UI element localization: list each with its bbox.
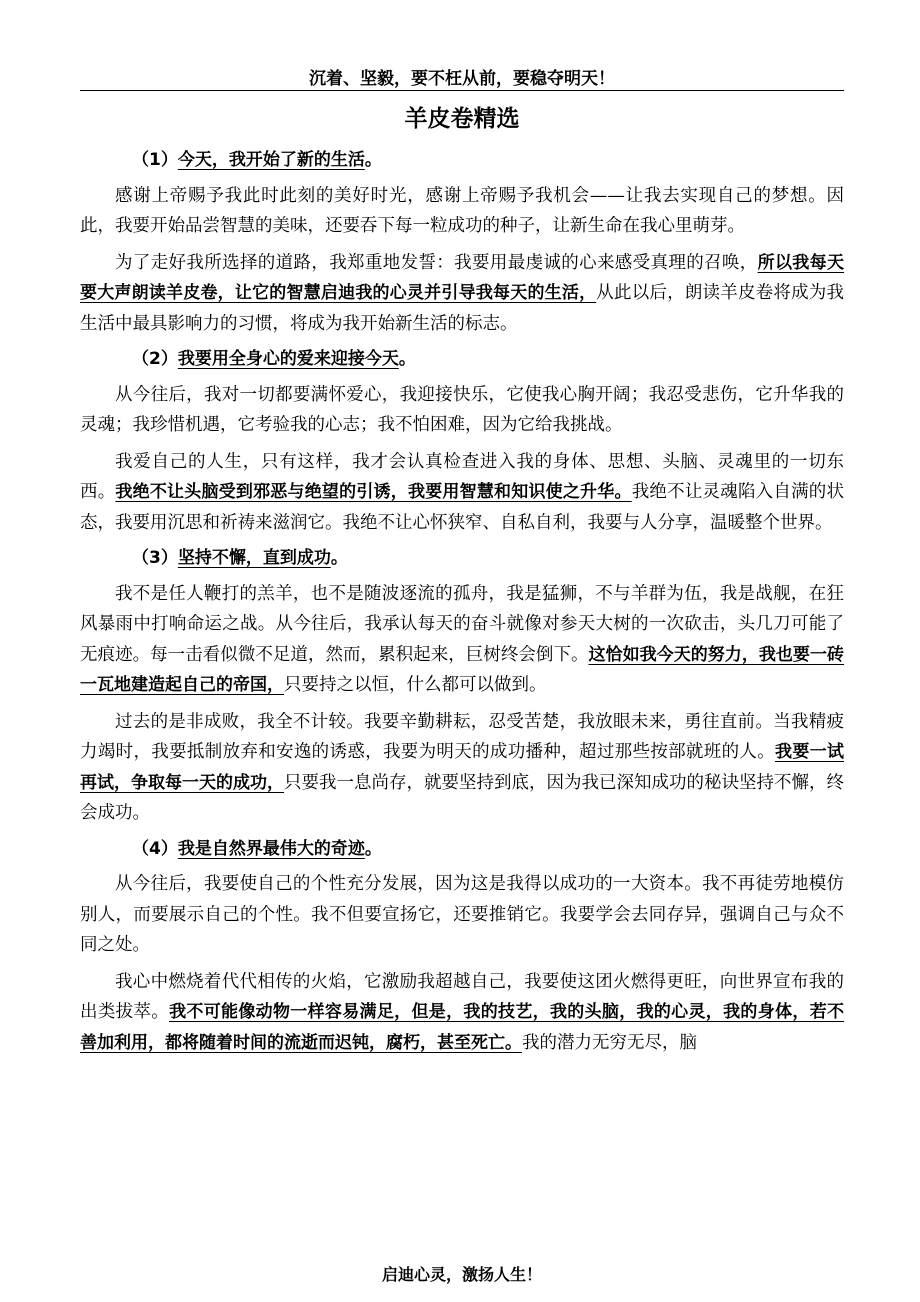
section-heading-text: 我是自然界最伟大的奇迹 (177, 838, 365, 859)
paragraph-text: 我爱自己的人生，只有这样，我才会认真检查进入我的身体、思想、头脑、灵魂里的一切东西。 (80, 451, 844, 502)
paragraph (80, 178, 844, 245)
paragraph-text: 从此以后，朗读羊皮卷将成为我生活中最具影响力的习惯，将成为我开始新生活的标志。 (80, 283, 845, 334)
paragraph-text: 我的潜力无穷无尽，脑 (522, 1032, 697, 1053)
page-footer-slogan: 启迪心灵，激扬人生！ (381, 1265, 542, 1284)
section-heading (80, 541, 844, 576)
section-heading-end: 。 (330, 548, 348, 568)
header-divider (80, 90, 844, 91)
section-heading-end: 。 (398, 349, 416, 369)
page-header-motto: 沉着、坚毅，要不枉从前，要稳夺明天！ (309, 69, 615, 89)
section-heading-end: 。 (364, 150, 382, 170)
section-heading (80, 832, 844, 867)
paragraph-text: 我绝不让灵魂陷入自满的状态，我要用沉思和祈祷来滋润它。我绝不让心怀狭窄、自私自利，我要与人分享，温暖整个世界。 (80, 482, 845, 533)
section-number: （1） (132, 150, 178, 170)
paragraph-text: 从今往后，我对一切都要满怀爱心，我迎接快乐，它使我心胸开阔；我忍受悲伤，它升华我的灵魂；我珍惜机遇，它考验我的心志；我不怕困难，因为它给我挑战。 (80, 384, 844, 435)
section-number: （3） (132, 548, 178, 568)
paragraph (80, 704, 844, 832)
paragraph-text: 我心中燃烧着代代相传的火焰，它激励我超越自己，我要使这团火燃得更旺，向世界宣布我的出类拔萃。 (80, 971, 844, 1022)
emphasized-text: 我不可能像动物一样容易满足，但是，我的技艺，我的头脑，我的心灵，我的身体，若不善加利用，都将随着时间的流逝而迟钝，腐朽，甚至死亡。 (80, 1002, 845, 1053)
paragraph (80, 377, 844, 444)
paragraph-text: 只要持之以恒，什么都可以做到。 (284, 675, 547, 695)
paragraph (80, 576, 844, 704)
section-heading-text: 坚持不懈，直到成功 (177, 548, 331, 568)
paragraph-text: 我不是任人鞭打的羔羊，也不是随波逐流的孤舟，我是猛狮，不与羊群为伍，我是战舰，在狂风暴雨中打响命运之战。从今往后，我承认每天的奋斗就像对参天大树的一次砍击，头几刀可能了无痕迹。每一击看似微不足道，然而，累积起来，巨树终会倒下。 (80, 583, 844, 665)
section-heading-end: 。 (364, 838, 382, 859)
section-number: （2） (132, 349, 178, 369)
document-body (80, 143, 844, 1061)
paragraph-text: 感谢上帝赐予我此时此刻的美好时光，感谢上帝赐予我机会——让我去实现自己的梦想。因此，我要开始品尝智慧的美味，还要吞下每一粒成功的种子，让新生命在我心里萌芽。 (80, 185, 844, 236)
emphasized-text: 我绝不让头脑受到邪恶与绝望的引诱，我要用智慧和知识使之升华。 (115, 482, 632, 502)
section-heading-text: 今天，我开始了新的生活 (177, 150, 365, 170)
paragraph-text: 从今往后，我要使自己的个性充分发展，因为这是我得以成功的一大资本。我不再徒劳地模仿别人，而要展示自己的个性。我不但要宣扬它，还要推销它。我要学会去同存异，强调自己与众不同之处。 (80, 874, 844, 955)
paragraph (80, 245, 844, 343)
emphasized-text: 所以我每天要大声朗读羊皮卷，让它的智慧启迪我的心灵并引导我每天的生活， (80, 252, 845, 303)
paragraph (80, 964, 844, 1062)
page-title: 羊皮卷精选 (404, 106, 520, 132)
paragraph (80, 444, 844, 542)
paragraph-text: 为了走好我所选择的道路，我郑重地发誓：我要用最虔诚的心来感受真理的召唤， (115, 252, 758, 273)
paragraph-text: 过去的是非成败，我全不计较。我要辛勤耕耘，忍受苦楚，我放眼未来，勇往直前。当我精疲力竭时，我要抵制放弃和安逸的诱惑，我要为明天的成功播种，超过那些按部就班的人。 (80, 711, 844, 762)
section-heading-text: 我要用全身心的爱来迎接今天 (177, 349, 399, 369)
section-heading (80, 143, 844, 178)
paragraph (80, 866, 844, 964)
paragraph-text: 只要我一息尚存，就要坚持到底，因为我已深知成功的秘诀坚持不懈，终会成功。 (80, 772, 844, 823)
emphasized-text: 这恰如我今天的努力，我也要一砖一瓦地建造起自己的帝国， (80, 644, 845, 695)
emphasized-text: 我要一试再试，争取每一天的成功， (80, 742, 845, 793)
section-heading (80, 342, 844, 377)
section-number: （4） (132, 838, 178, 859)
